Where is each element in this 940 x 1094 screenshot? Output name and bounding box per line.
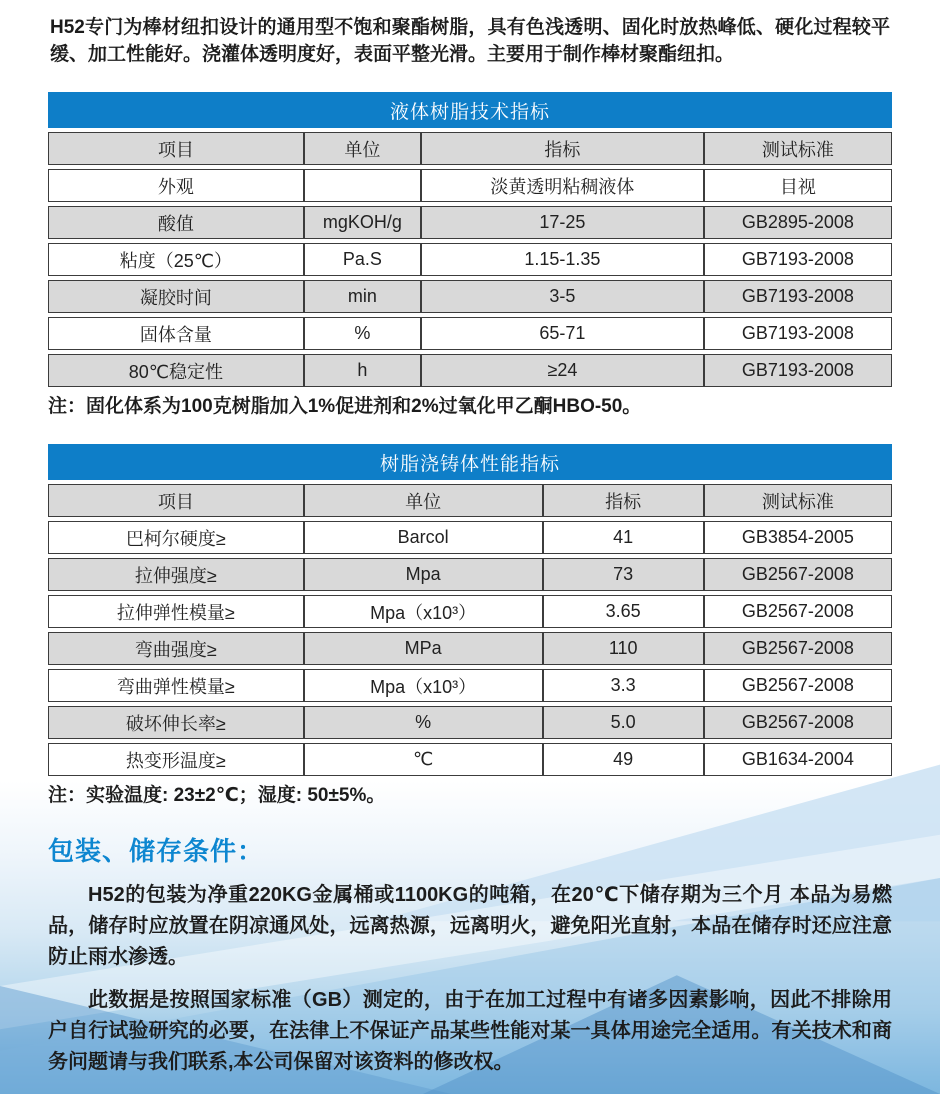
cell-spec: 3.3 xyxy=(543,669,704,702)
cell-spec: ≥24 xyxy=(421,354,704,387)
liquid-resin-spec-table xyxy=(48,128,892,391)
cell-unit: mgKOH/g xyxy=(304,206,421,239)
casting-performance-spec-table xyxy=(48,480,892,780)
cell-standard: GB2567-2008 xyxy=(704,595,892,628)
column-header-spec: 指标 xyxy=(421,132,704,165)
table-row xyxy=(48,317,892,350)
liquid-resin-table xyxy=(48,92,892,391)
cell-spec: 65-71 xyxy=(421,317,704,350)
casting-performance-table xyxy=(48,444,892,780)
table-row xyxy=(48,595,892,628)
cell-standard: GB7193-2008 xyxy=(704,317,892,350)
table-row xyxy=(48,632,892,665)
cell-unit: % xyxy=(304,706,543,739)
cell-standard: GB2895-2008 xyxy=(704,206,892,239)
cell-standard: GB3854-2005 xyxy=(704,521,892,554)
cell-item: 弯曲弹性模量≥ xyxy=(48,669,304,702)
cell-item: 巴柯尔硬度≥ xyxy=(48,521,304,554)
table-row xyxy=(48,706,892,739)
cell-item: 80℃稳定性 xyxy=(48,354,304,387)
table-row xyxy=(48,558,892,591)
table-row xyxy=(48,206,892,239)
column-header-spec: 指标 xyxy=(543,484,704,517)
cell-item: 外观 xyxy=(48,169,304,202)
cell-spec: 49 xyxy=(543,743,704,776)
casting-performance-table-note: 注：实验温度: 23±2℃；湿度: 50±5%。 xyxy=(48,785,386,806)
cell-standard: GB7193-2008 xyxy=(704,280,892,313)
cell-spec: 17-25 xyxy=(421,206,704,239)
cell-unit xyxy=(304,169,421,202)
table-header-row xyxy=(48,132,892,165)
cell-item: 拉伸强度≥ xyxy=(48,558,304,591)
cell-unit: Pa.S xyxy=(304,243,421,276)
cell-unit: MPa xyxy=(304,632,543,665)
cell-standard: GB7193-2008 xyxy=(704,243,892,276)
cell-spec: 73 xyxy=(543,558,704,591)
cell-unit: % xyxy=(304,317,421,350)
storage-paragraph: H52的包装为净重220KG金属桶或1100KG的吨箱，在20℃下储存期为三个月 本品为易燃品，储存时应放置在阴凉通风处，远离热源，远离明火，避免阳光直射，本品在储存时还应注意防止雨水渗透。 xyxy=(48,884,892,968)
cell-spec: 5.0 xyxy=(543,706,704,739)
table-row xyxy=(48,669,892,702)
table-header-row xyxy=(48,484,892,517)
cell-standard: GB2567-2008 xyxy=(704,706,892,739)
column-header-item: 项目 xyxy=(48,132,304,165)
cell-item: 拉伸弹性模量≥ xyxy=(48,595,304,628)
cell-item: 酸值 xyxy=(48,206,304,239)
table-row xyxy=(48,169,892,202)
cell-standard: GB2567-2008 xyxy=(704,669,892,702)
casting-performance-table-title: 树脂浇铸体性能指标 xyxy=(48,444,892,480)
cell-unit: h xyxy=(304,354,421,387)
cell-item: 粘度（25℃） xyxy=(48,243,304,276)
table-row xyxy=(48,354,892,387)
column-header-unit: 单位 xyxy=(304,484,543,517)
cell-standard: GB2567-2008 xyxy=(704,632,892,665)
table-row xyxy=(48,243,892,276)
cell-item: 热变形温度≥ xyxy=(48,743,304,776)
cell-unit: Mpa（x10³） xyxy=(304,669,543,702)
cell-standard: GB2567-2008 xyxy=(704,558,892,591)
cell-spec: 41 xyxy=(543,521,704,554)
product-intro-paragraph: H52专门为棒材纽扣设计的通用型不饱和聚酯树脂，具有色浅透明、固化时放热峰低、硬化过程较平缓、加工性能好。浇灌体透明度好，表面平整光滑。主要用于制作棒材聚酯纽扣。 xyxy=(50,17,890,65)
cell-spec: 3-5 xyxy=(421,280,704,313)
column-header-unit: 单位 xyxy=(304,132,421,165)
cell-spec: 1.15-1.35 xyxy=(421,243,704,276)
column-header-standard: 测试标准 xyxy=(704,132,892,165)
cell-standard: 目视 xyxy=(704,169,892,202)
storage-section-heading: 包装、储存条件： xyxy=(48,836,265,866)
cell-unit: Mpa（x10³） xyxy=(304,595,543,628)
table-row xyxy=(48,280,892,313)
column-header-standard: 测试标准 xyxy=(704,484,892,517)
cell-item: 凝胶时间 xyxy=(48,280,304,313)
cell-spec: 3.65 xyxy=(543,595,704,628)
cell-spec: 淡黄透明粘稠液体 xyxy=(421,169,704,202)
table-row xyxy=(48,521,892,554)
cell-unit: Mpa xyxy=(304,558,543,591)
datasheet-page xyxy=(0,14,940,1078)
cell-unit: min xyxy=(304,280,421,313)
liquid-resin-table-title: 液体树脂技术指标 xyxy=(48,92,892,128)
cell-unit: Barcol xyxy=(304,521,543,554)
cell-item: 破坏伸长率≥ xyxy=(48,706,304,739)
cell-standard: GB1634-2004 xyxy=(704,743,892,776)
cell-unit: ℃ xyxy=(304,743,543,776)
cell-item: 固体含量 xyxy=(48,317,304,350)
cell-item: 弯曲强度≥ xyxy=(48,632,304,665)
table-row xyxy=(48,743,892,776)
cell-spec: 110 xyxy=(543,632,704,665)
liquid-resin-table-note: 注：固化体系为100克树脂加入1%促进剂和2%过氧化甲乙酮HBO-50。 xyxy=(48,396,642,417)
cell-standard: GB7193-2008 xyxy=(704,354,892,387)
disclaimer-paragraph: 此数据是按照国家标准（GB）测定的，由于在加工过程中有诸多因素影响，因此不排除用户自行试验研究的必要，在法律上不保证产品某些性能对某一具体用途完全适用。有关技术和商务问题请与我们联系,本公司保留对该资料的修改权。 xyxy=(48,989,892,1073)
column-header-item: 项目 xyxy=(48,484,304,517)
